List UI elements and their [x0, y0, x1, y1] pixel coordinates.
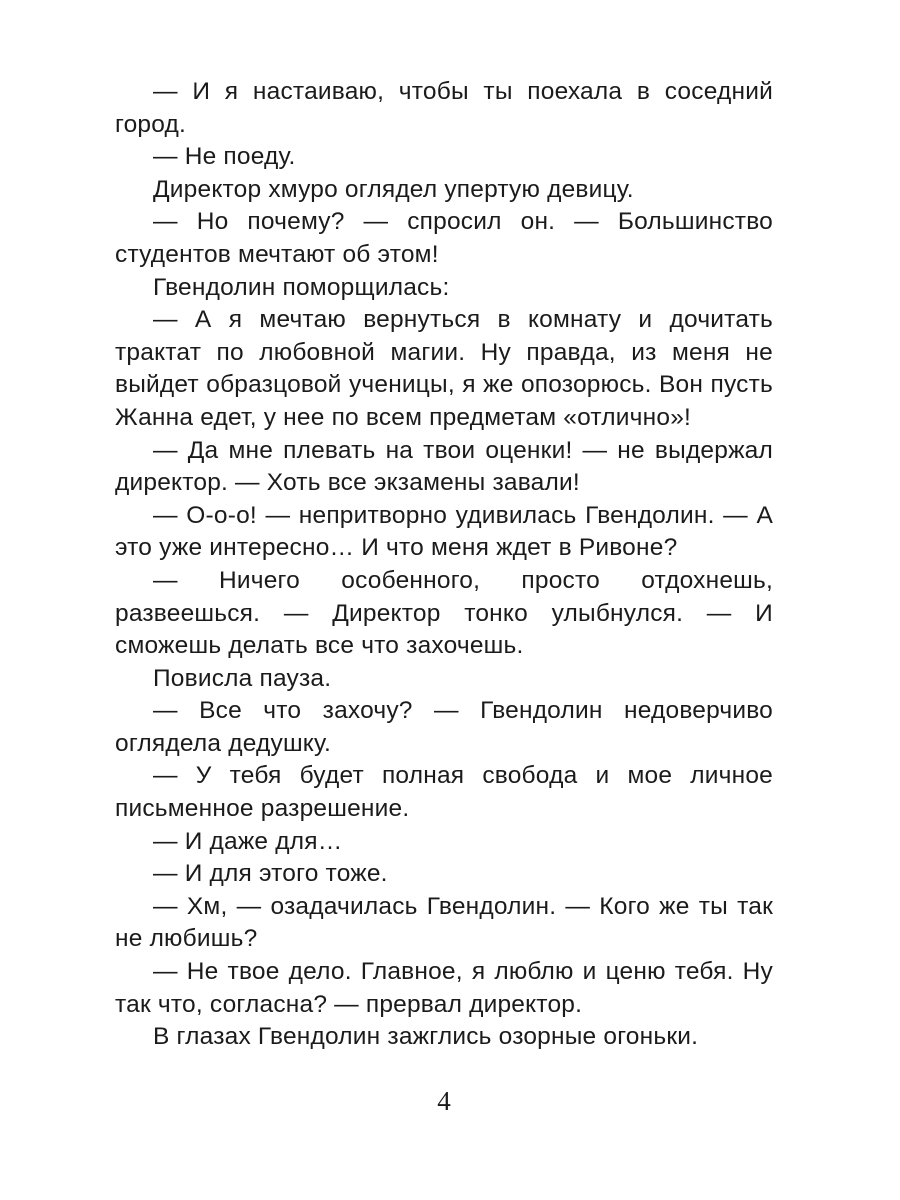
paragraph: Гвендолин поморщилась: [153, 273, 450, 301]
paragraph: — Но почему? — спросил он. — Большинство студентов мечтают об этом! [115, 208, 773, 268]
paragraph: — О-о-о! — непритворно удивилась Гвендолин. — А это уже интересно… И что меня ждет в Ривоне? [115, 501, 773, 562]
paragraph: В глазах Гвендолин зажглись озорные огоньки. [153, 1023, 699, 1051]
paragraph: — Ничего особенного, просто отдохнешь, развеешься. — Директор тонко улыбнулся. — И сможешь делать все что захочешь. [115, 566, 773, 660]
paragraph: Повисла пауза. [153, 664, 332, 692]
paragraph: — И я настаиваю, чтобы ты поехала в соседний город. [115, 78, 773, 138]
paragraph: — Не твое дело. Главное, я люблю и ценю тебя. Ну так что, согласна? — прервал директор. [115, 958, 773, 1018]
paragraph: — А я мечтаю вернуться в комнату и дочитать трактат по любовной магии. Ну правда, из меня не выйдет образцовой ученицы, я же опозорюсь. Вон пусть Жанна едет, у нее по всем предметам «отлично»! [115, 306, 773, 431]
text-block [115, 76, 773, 1054]
paragraph: — Не поеду. [153, 143, 296, 171]
paragraph: Директор хмуро оглядел упертую девицу. [153, 175, 634, 203]
paragraph: — Хм, — озадачилась Гвендолин. — Кого же ты так не любишь? [115, 892, 773, 953]
paragraph: — Все что захочу? — Гвендолин недоверчиво оглядела дедушку. [115, 697, 773, 757]
page-number: 4 [437, 1086, 451, 1116]
paragraph: — И даже для… [153, 827, 343, 855]
paragraph: — Да мне плевать на твои оценки! — не выдержал директор. — Хоть все экзамены завали! [115, 436, 773, 497]
paragraph: — И для этого тоже. [153, 860, 388, 888]
paragraph: — У тебя будет полная свобода и мое личное письменное разрешение. [115, 762, 773, 823]
